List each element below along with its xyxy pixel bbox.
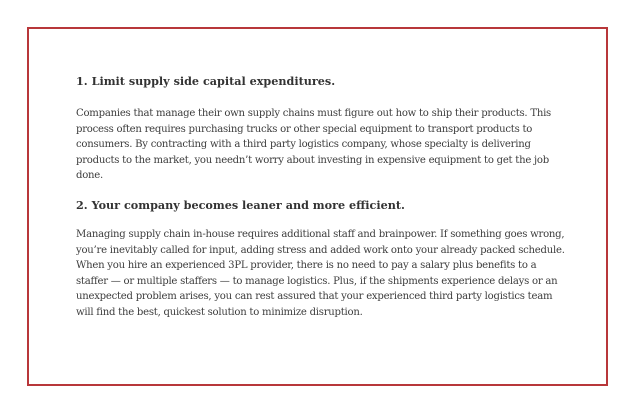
section-heading-1: 1. Limit supply side capital expenditures.: [76, 74, 336, 88]
section-body-1: Companies that manage their own supply chains must figure out how to ship their products. This process often requires purchasing trucks or other special equipment to transport products to consumers. By contracting with a third party logistics company, whose specialty is delivering products to the market, you needn’t worry about investing in expensive equipment to get the job done.: [76, 108, 551, 182]
section-body-2: Managing supply chain in-house requires additional staff and brainpower. If something goes wrong, you’re inevitably called for input, adding stress and added work onto your already packed schedule. When you hire an experienced 3PL provider, there is no need to pay a salary plus benefits to a staffer — or multiple staffers — to manage logistics. Plus, if the shipments experience delays or an unexpected problem arises, you can rest assured that your experienced third party logistics team will find the best, quickest solution to minimize disruption.: [76, 228, 565, 318]
slide-content: [76, 64, 566, 321]
section-heading-2: 2. Your company becomes leaner and more efficient.: [76, 197, 405, 212]
